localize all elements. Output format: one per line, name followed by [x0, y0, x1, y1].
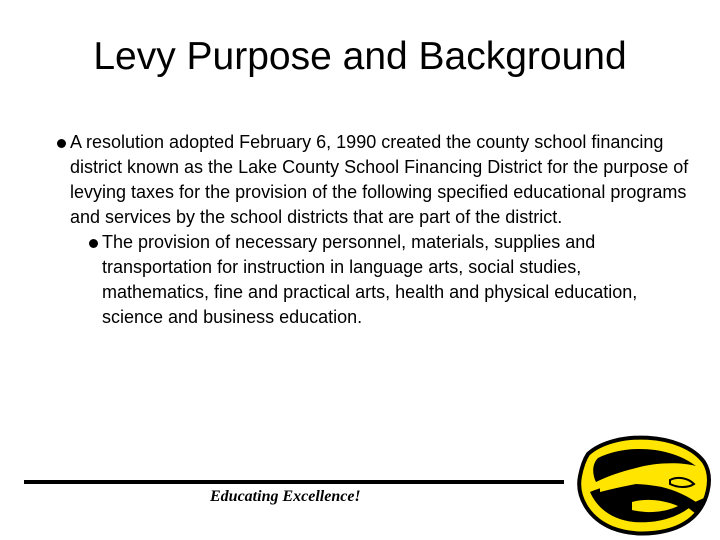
- bullet-item-level-2: [40, 230, 690, 330]
- hornet-mascot-icon: [574, 432, 714, 538]
- bullet-dot-icon: [57, 139, 66, 148]
- bullet-list: [40, 130, 690, 330]
- footer-divider: [24, 480, 564, 484]
- footer-tagline: Educating Excellence!: [210, 488, 361, 505]
- bullet-text: A resolution adopted February 6, 1990 created the county school financing district known as the Lake County School Financing District for the purpose of levying taxes for the provision of the following specified educational programs and services by the school districts that are part of the district.: [70, 132, 689, 227]
- bullet-item-level-1: [40, 130, 690, 230]
- bullet-dot-icon: [89, 239, 98, 248]
- slide-title: Levy Purpose and Background: [93, 35, 627, 78]
- bullet-text: The provision of necessary personnel, materials, supplies and transportation for instruction in language arts, social studies, mathematics, fine and practical arts, health and physical education, science and business education.: [102, 232, 638, 327]
